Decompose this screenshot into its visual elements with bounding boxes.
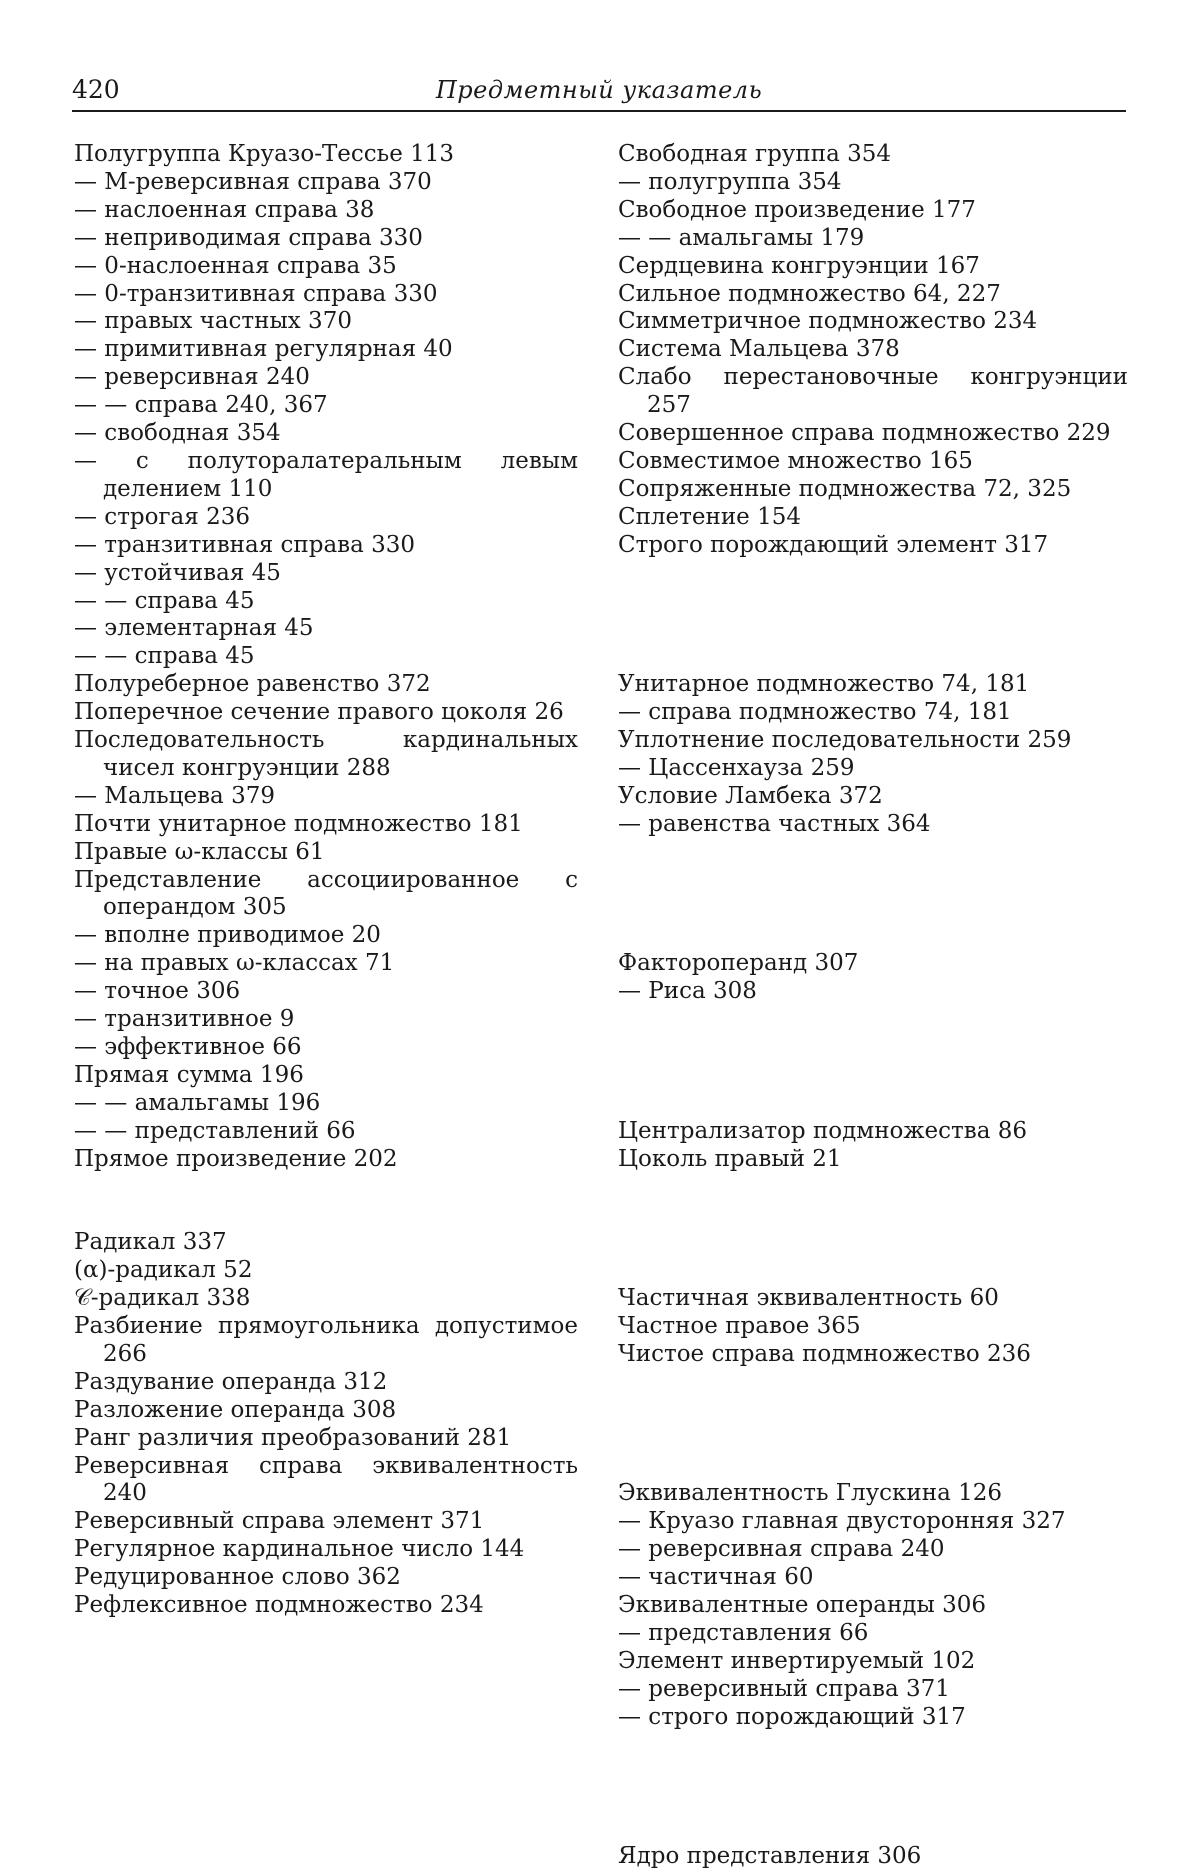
index-entry: — точное 306 [74,978,241,1005]
index-entry: — M-реверсивная справа 370 [74,168,432,195]
index-entry: Поперечное сечение правого цоколя 26 [74,699,564,726]
index-entry: Сильное подмножество 64, 227 [618,280,1001,307]
index-entry: — строгая 236 [74,503,250,530]
index-entry: Совместимое множество 165 [618,447,973,474]
index-entry: — — представлений 66 [74,1117,356,1144]
index-entry: Система Мальцева 378 [618,336,900,363]
index-entry: — реверсивная 240 [74,364,310,391]
index-entry: Свободная группа 354 [618,141,892,167]
index-entry: Унитарное подмножество 74, 181 [618,671,1030,698]
index-entry: Строго порождающий элемент 317 [618,531,1049,558]
index-entry: Эквивалентность Глускина 126 [618,1480,1003,1507]
index-entry: Слабо перестановочные конгруэнции 257 [618,364,1128,419]
index-entry: Редуцированное слово 362 [74,1564,401,1591]
index-entry: — вполне приводимое 20 [74,922,381,949]
section-gap [618,1369,1128,1425]
index-column-left [74,141,578,1620]
section-gap [618,1006,1128,1062]
section-gap [618,894,1128,950]
index-entry: — Круазо главная двусторонняя 327 [618,1508,1066,1535]
index-entry: Эквивалентные операнды 306 [618,1591,986,1618]
index-entry: Последовательность кардинальных чисел конгруэнции 288 [74,727,578,781]
index-entry: Радикал 337 [74,1229,227,1256]
index-entry: Представление ассоциированное с операндом 305 [74,866,578,921]
index-entry: — равенства частных 364 [618,810,931,837]
index-entry: — примитивная регулярная 40 [74,336,453,363]
section-gap [618,1787,1128,1843]
index-entry: — неприводимая справа 330 [74,224,423,251]
index-entry: — — справа 240, 367 [74,392,328,419]
index-entry: Разложение операнда 308 [74,1396,397,1423]
index-entry: Совершенное справа подмножество 229 [618,420,1111,447]
index-entry: Правые ω-классы 61 [74,838,325,865]
index-entry: Раздувание операнда 312 [74,1368,388,1395]
index-entry: — справа подмножество 74, 181 [618,699,1012,726]
index-entry: Свободное произведение 177 [618,196,976,223]
section-gap [618,1173,1128,1229]
index-entry: Сопряженные подмножества 72, 325 [618,475,1072,502]
index-entry: — 0-наслоенная справа 35 [74,252,397,279]
index-entry: Ядро представления 306 [618,1843,922,1870]
index-entry: Прямое произведение 202 [74,1145,398,1172]
index-entry: Полуреберное равенство 372 [74,671,431,698]
index-entry: Ранг различия преобразований 281 [74,1424,512,1451]
index-entry: — Мальцева 379 [74,782,275,809]
index-entry: — реверсивная справа 240 [618,1536,945,1563]
section-gap [618,615,1128,671]
index-entry: — представления 66 [618,1619,869,1646]
section-gap [618,1062,1128,1118]
index-entry: — — амальгамы 179 [618,224,865,251]
page-number: 420 [72,75,120,104]
index-entry: — — справа 45 [74,643,255,670]
index-entry: Сплетение 154 [618,503,801,530]
index-entry: (α)-радикал 52 [74,1257,253,1284]
index-entry: — эффективное 66 [74,1034,302,1060]
running-title: Предметный указатель [435,76,763,104]
index-entry: Разбиение прямоугольника допустимое 266 [74,1313,578,1367]
index-column-right [618,141,1128,1871]
index-entry: — транзитивная справа 330 [74,531,416,558]
index-entry: Цоколь правый 21 [618,1145,842,1172]
index-entry: Частное правое 365 [618,1312,861,1339]
index-entry: — частичная 60 [618,1564,814,1591]
index-entry: 𝒞-радикал 338 [74,1285,251,1312]
index-entry: — свободная 354 [74,420,281,447]
index-entry: — Риса 308 [618,978,757,1005]
index-entry: Симметричное подмножество 234 [618,308,1038,335]
index-entry: — устойчивая 45 [74,559,281,586]
index-entry: Элемент инвертируемый 102 [618,1647,976,1674]
index-entry: Регулярное кардинальное число 144 [74,1536,525,1563]
index-entry: Реверсивная справа эквивалентность 240 [74,1452,578,1507]
index-entry: — — справа 45 [74,587,255,614]
index-entry: Рефлексивное подмножество 234 [74,1592,484,1619]
index-entry: Почти унитарное подмножество 181 [74,810,523,837]
index-entry: — на правых ω-классах 71 [74,950,395,977]
index-entry: Сердцевина конгруэнции 167 [618,252,980,279]
section-gap [618,1425,1128,1481]
index-entry: — — амальгамы 196 [74,1089,321,1116]
section-gap [74,1174,578,1230]
section-gap [618,1732,1128,1788]
index-entry: Полугруппа Круазо-Тессье 113 [74,141,455,167]
index-entry: Фактороперанд 307 [618,950,859,977]
index-entry: — наслоенная справа 38 [74,196,375,223]
index-entry: — строго порождающий 317 [618,1703,966,1730]
index-entry: Реверсивный справа элемент 371 [74,1508,485,1535]
index-entry: — 0-транзитивная справа 330 [74,280,438,307]
index-entry: — элементарная 45 [74,615,314,642]
index-entry: — полугруппа 354 [618,168,842,195]
index-entry: Чистое справа подмножество 236 [618,1340,1031,1367]
index-entry: — реверсивный справа 371 [618,1675,950,1702]
index-entry: Условие Ламбека 372 [618,782,883,809]
index-entry: Уплотнение последовательности 259 [618,727,1072,753]
page-header [72,74,1126,112]
index-entry: — правых частных 370 [74,308,352,335]
section-gap [618,560,1128,616]
index-entry: — с полуторалатеральным левым делением 110 [74,447,578,502]
index-entry: Прямая сумма 196 [74,1061,304,1088]
section-gap [618,839,1128,895]
section-gap [618,1229,1128,1285]
index-entry: Централизатор подмножества 86 [618,1117,1027,1144]
index-entry: — транзитивное 9 [74,1006,295,1033]
index-entry: — Цассенхауза 259 [618,754,855,781]
index-entry: Частичная эквивалентность 60 [618,1285,999,1312]
